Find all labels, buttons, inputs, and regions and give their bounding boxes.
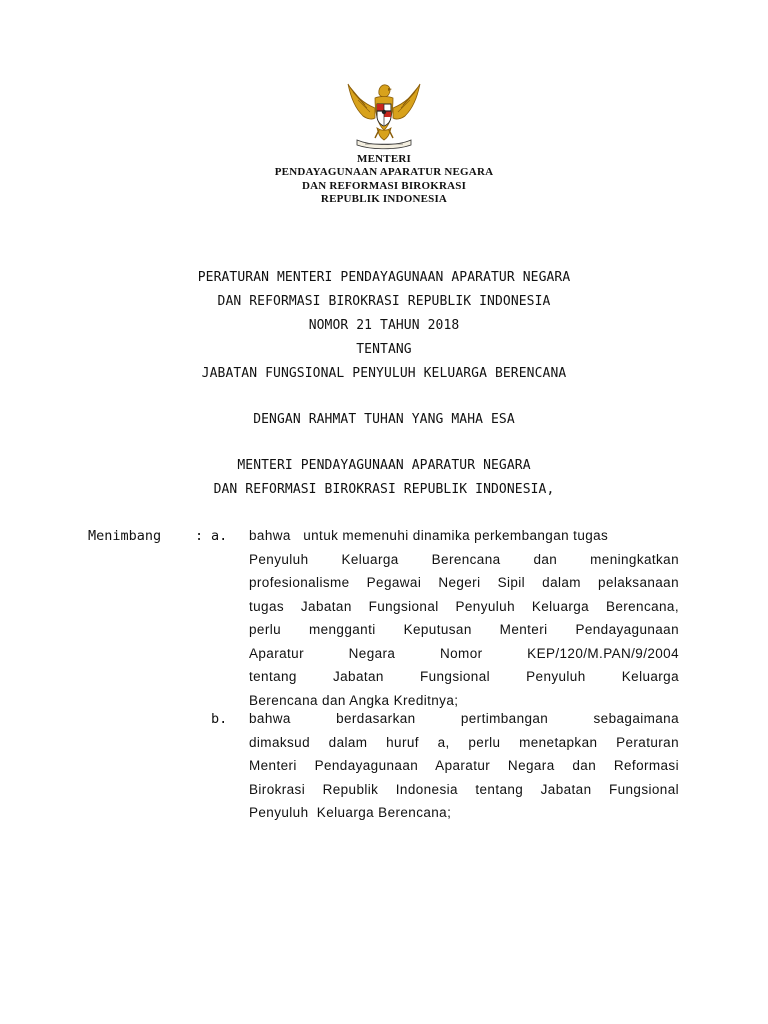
item-marker: a.	[211, 528, 228, 544]
considering-label: Menimbang	[88, 528, 162, 544]
considering-item-b	[249, 707, 679, 825]
regulation-about: TENTANG	[356, 342, 412, 357]
paragraph-line: Menteri Pendayagunaan Aparatur Negara dan Reformasi	[249, 758, 679, 773]
ministry-line: PENDAYAGUNAAN APARATUR NEGARA	[274, 166, 494, 179]
ministry-heading	[184, 153, 584, 206]
paragraph-line: perlu mengganti Keputusan Menteri Pendayagunaan	[249, 622, 679, 637]
paragraph-line: tentang Jabatan Fungsional Penyuluh Keluarga	[249, 669, 679, 684]
ministry-line: DAN REFORMASI BIROKRASI	[301, 179, 467, 192]
ministry-line: MENTERI	[357, 153, 411, 165]
paragraph-line: bahwa untuk memenuhi dinamika perkembangan tugas	[249, 528, 609, 543]
authority-line: MENTERI PENDAYAGUNAAN APARATUR NEGARA	[237, 458, 531, 473]
paragraph-line: profesionalisme Pegawai Negeri Sipil dalam pelaksanaan	[249, 575, 679, 590]
regulation-title-line: DAN REFORMASI BIROKRASI REPUBLIK INDONESIA	[217, 294, 551, 309]
paragraph-line: Penyuluh Keluarga Berencana;	[249, 805, 452, 820]
regulation-subject: JABATAN FUNGSIONAL PENYULUH KELUARGA BERENCANA	[201, 366, 567, 381]
considering-item-a	[249, 524, 679, 712]
paragraph-line: bahwa berdasarkan pertimbangan sebagaimana	[249, 711, 679, 726]
item-marker: b.	[211, 711, 228, 727]
paragraph-line: tugas Jabatan Fungsional Penyuluh Keluarga Berencana,	[249, 598, 679, 614]
regulation-number: NOMOR 21 TAHUN 2018	[308, 318, 460, 333]
preamble: DENGAN RAHMAT TUHAN YANG MAHA ESA	[253, 412, 515, 427]
paragraph-line: dimaksud dalam huruf a, perlu menetapkan Peraturan	[249, 734, 679, 750]
garuda-emblem-icon	[341, 78, 427, 150]
paragraph-line: Penyuluh Keluarga Berencana dan meningkatkan	[249, 551, 679, 567]
considering-colon: :	[195, 528, 204, 544]
paragraph-line: Aparatur Negara Nomor KEP/120/M.PAN/9/2004	[249, 645, 679, 661]
paragraph-line: Birokrasi Republik Indonesia tentang Jabatan Fungsional	[249, 781, 679, 797]
ministry-line: REPUBLIK INDONESIA	[320, 192, 448, 205]
authority-line: DAN REFORMASI BIROKRASI REPUBLIK INDONESIA,	[213, 482, 555, 497]
regulation-title-line: PERATURAN MENTERI PENDAYAGUNAAN APARATUR NEGARA	[197, 270, 571, 285]
paragraph-line: Berencana dan Angka Kreditnya;	[249, 692, 459, 708]
